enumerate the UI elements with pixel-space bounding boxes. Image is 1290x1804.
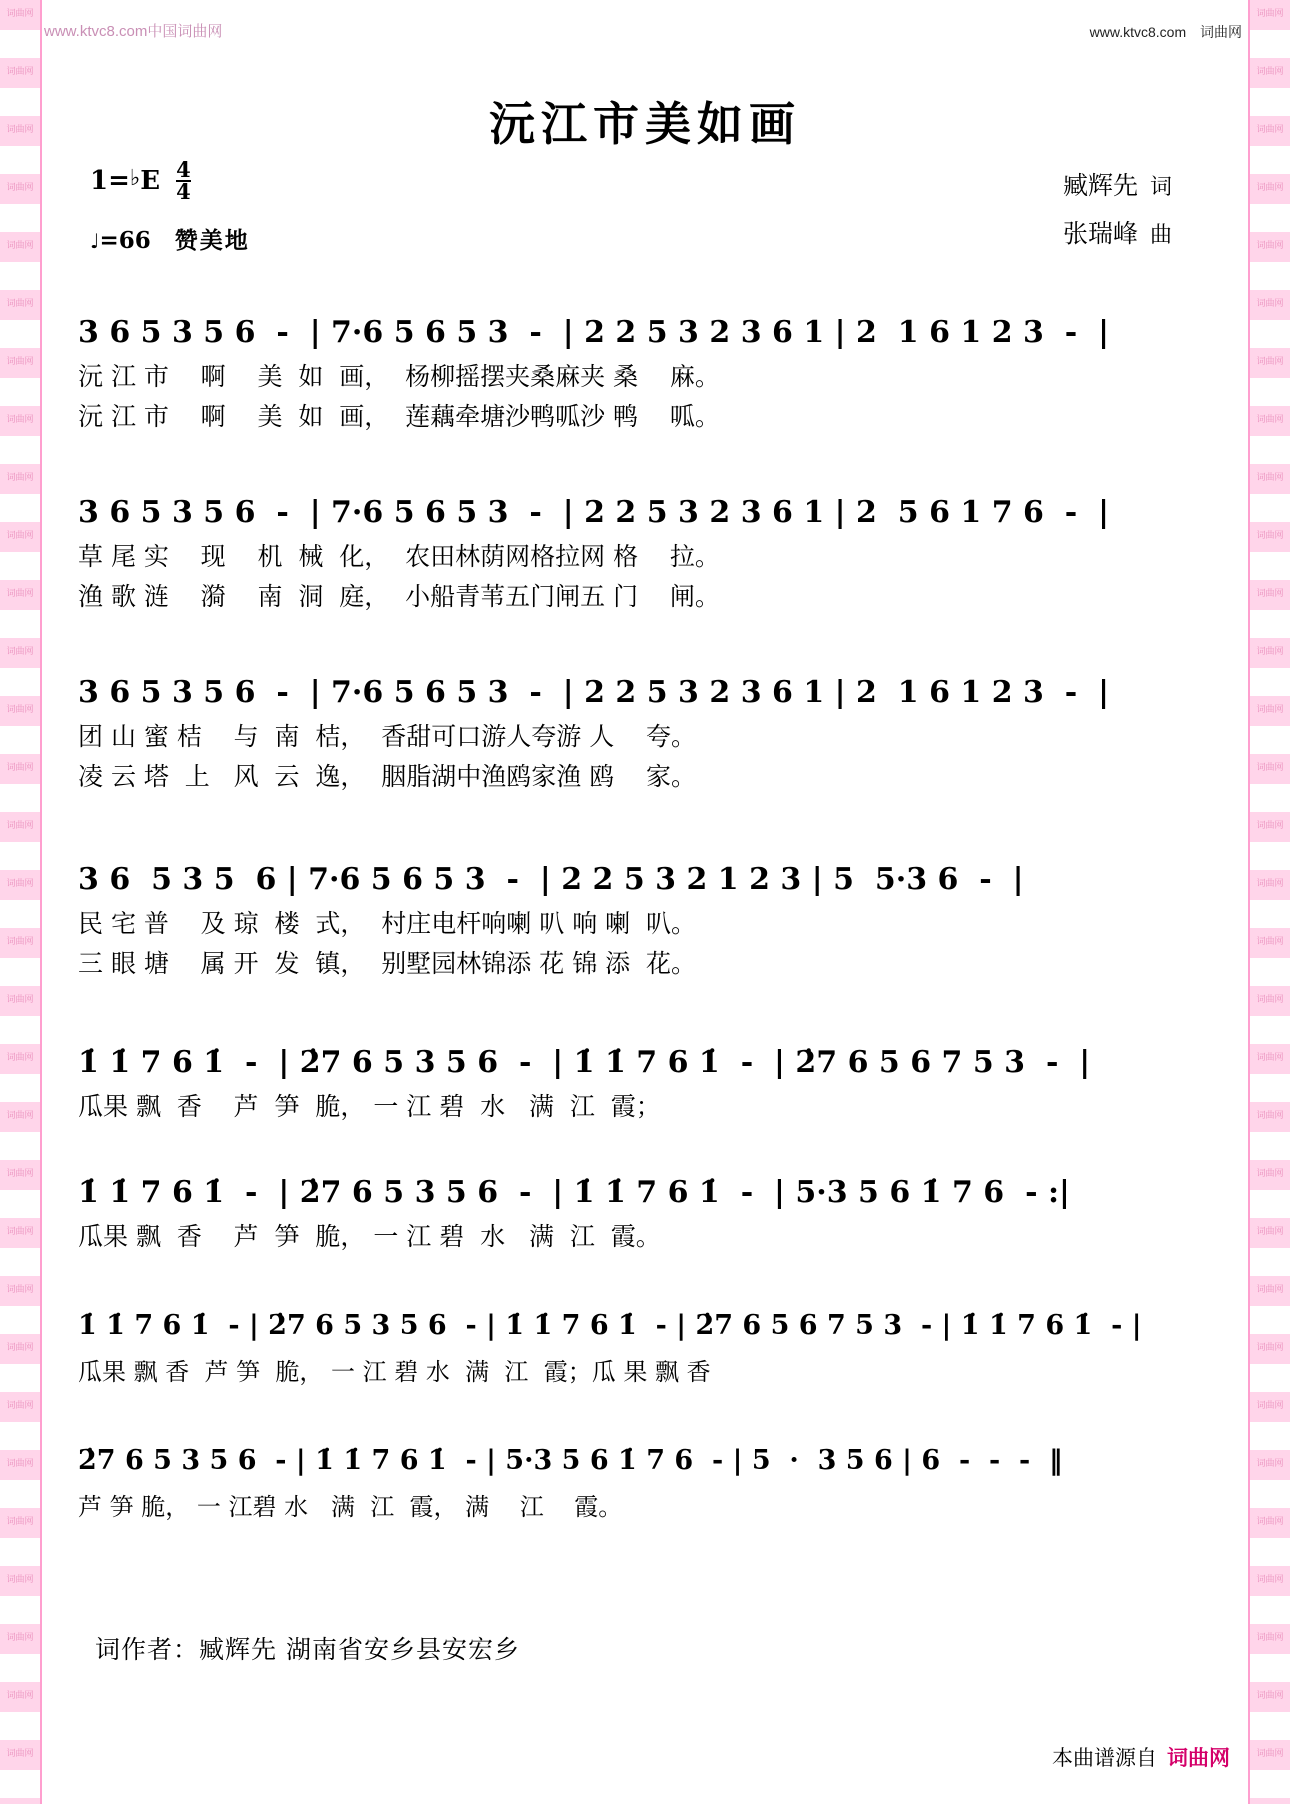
watermark-cell: 词曲网	[1256, 1342, 1284, 1352]
watermark-cell: 词曲网	[6, 994, 34, 1004]
lyrics-line-1: 瓜果 飘 香 芦 笋 脆， 一 江 碧 水 满 江 霞。	[78, 1222, 661, 1251]
watermark-cell: 词曲网	[1256, 878, 1284, 888]
notation-line: 1̇ 1̇ 7 6 1̇ - | 2̇7 6 5 3 5 6 - | 1̇ 1̇ 7 6 1̇ - | 5·3 5 6 1̇ 7 6 - :|	[78, 1175, 1070, 1210]
watermark-top-left	[44, 20, 222, 41]
watermark-cell: 词曲网	[1256, 66, 1284, 76]
watermark-cell: 词曲网	[6, 646, 34, 656]
watermark-cell: 词曲网	[1256, 298, 1284, 308]
watermark-cell: 词曲网	[1256, 1400, 1284, 1410]
watermark-cell: 词曲网	[1256, 1516, 1284, 1526]
watermark-cell: 词曲网	[1256, 1226, 1284, 1236]
watermark-site-url: www.ktvc8.com	[1089, 24, 1187, 40]
watermark-cell: 词曲网	[6, 8, 34, 18]
watermark-site-name: 词曲网	[1200, 24, 1242, 40]
music-system-8	[78, 1445, 1208, 1527]
watermark-cell: 词曲网	[1256, 646, 1284, 656]
flat-symbol-icon: ♭	[129, 164, 141, 191]
watermark-cell: 词曲网	[6, 182, 34, 192]
notation-line: 1̇ 1̇ 7 6 1̇ - | 2̇7 6 5 3 5 6 - | 1̇ 1̇ 7 6 1̇ - | 2̇7 6 5 6 7 5 3 - | 1̇ 1̇ 7 6 1̇ - |	[78, 1310, 1142, 1341]
watermark-cell: 词曲网	[6, 530, 34, 540]
footer-source-brand: 词曲网	[1167, 1745, 1230, 1770]
quarter-note-icon: ♩	[90, 228, 100, 253]
notation-line: 3 6 5 3 5 6 - | 7·6 5 6 5 3 - | 2 2 5 3 2 3 6 1 | 2 1 6 1 2 3 - |	[78, 315, 1110, 350]
music-system-3	[78, 675, 1208, 797]
watermark-cell: 词曲网	[6, 414, 34, 424]
music-system-1	[78, 315, 1208, 437]
watermark-cell: 词曲网	[6, 1168, 34, 1178]
decorative-left-border	[0, 0, 42, 1804]
footer-lyricist-credit: 词作者：臧辉先 湖南省安乡县安宏乡	[95, 1635, 520, 1664]
music-system-7	[78, 1310, 1208, 1392]
watermark-cell: 词曲网	[6, 1632, 34, 1642]
watermark-cell: 词曲网	[6, 1574, 34, 1584]
watermark-cell: 词曲网	[1256, 240, 1284, 250]
notation-line: 2̇7 6 5 3 5 6 - | 1̇ 1̇ 7 6 1̇ - | 5·3 5 6 1̇ 7 6 - | 5 · 3 5 6 | 6 - - - ‖	[78, 1445, 1063, 1476]
watermark-cell: 词曲网	[6, 588, 34, 598]
watermark-cell: 词曲网	[6, 124, 34, 134]
key-prefix: 1=	[90, 165, 130, 196]
watermark-cell: 词曲网	[6, 1226, 34, 1236]
watermark-cell: 词曲网	[6, 240, 34, 250]
music-system-2	[78, 495, 1208, 617]
watermark-cell: 词曲网	[6, 820, 34, 830]
page-title: 沅江市美如画	[489, 97, 801, 151]
watermark-cell: 词曲网	[6, 936, 34, 946]
watermark-cell: 词曲网	[1256, 530, 1284, 540]
key-letter: E	[140, 165, 161, 196]
watermark-cell: 词曲网	[6, 878, 34, 888]
footer-source	[1052, 1742, 1230, 1772]
lyrics-line-2: 三 眼 塘 属 开 发 镇， 别墅园林锦添 花 锦 添 花。	[78, 949, 697, 978]
lyrics-line-1: 芦 笋 脆， 一 江碧 水 满 江 霞， 满 江 霞。	[78, 1493, 623, 1521]
watermark-cell: 词曲网	[6, 1748, 34, 1758]
lyrics-line-1: 团 山 蜜 桔 与 南 桔， 香甜可口游人夸游 人 夸。	[78, 722, 697, 751]
watermark-cell: 词曲网	[1256, 994, 1284, 1004]
watermark-cell: 词曲网	[1256, 1690, 1284, 1700]
watermark-cell: 词曲网	[6, 1516, 34, 1526]
watermark-cell: 词曲网	[6, 1342, 34, 1352]
performance-mood: 赞美地	[174, 226, 250, 254]
lyrics-line-2: 渔 歌 涟 漪 南 洞 庭， 小船青苇五门闸五 门 闸。	[78, 582, 720, 611]
music-system-6	[78, 1175, 1208, 1257]
watermark-cell: 词曲网	[1256, 762, 1284, 772]
watermark-top-right	[1090, 22, 1242, 42]
lyricist-role: 词	[1149, 175, 1172, 200]
watermark-cell: 词曲网	[1256, 472, 1284, 482]
time-signature-numerator: 4	[176, 157, 191, 182]
watermark-cell: 词曲网	[1256, 1110, 1284, 1120]
lyrics-line-1: 瓜果 飘 香 芦 笋 脆， 一 江 碧 水 满 江 霞；	[78, 1092, 661, 1121]
watermark-cell: 词曲网	[6, 1458, 34, 1468]
composer-role: 曲	[1149, 222, 1172, 248]
notation-line: 3 6 5 3 5 6 - | 7·6 5 6 5 3 - | 2 2 5 3 2 3 6 1 | 2 5 6 1 7 6 - |	[78, 495, 1110, 530]
watermark-cell: 词曲网	[1256, 124, 1284, 134]
time-signature	[176, 157, 191, 204]
lyricist-name: 臧辉先	[1062, 171, 1138, 200]
notation-line: 3 6 5 3 5 6 - | 7·6 5 6 5 3 - | 2 2 5 3 2 3 6 1 | 2 1 6 1 2 3 - |	[78, 675, 1110, 710]
lyrics-line-1: 草 尾 实 现 机 械 化， 农田林荫网格拉网 格 拉。	[78, 542, 720, 571]
watermark-cell: 词曲网	[1256, 356, 1284, 366]
author-credits	[1063, 162, 1172, 257]
watermark-cell: 词曲网	[6, 1400, 34, 1410]
lyrics-line-2: 凌 云 塔 上 风 云 逸， 胭脂湖中渔鸥家渔 鸥 家。	[78, 762, 697, 791]
lyrics-line-1: 瓜果 飘 香 芦 笋 脆， 一 江 碧 水 满 江 霞；瓜 果 飘 香	[78, 1358, 711, 1386]
footer-source-text: 本曲谱源自	[1052, 1746, 1157, 1770]
watermark-cell: 词曲网	[1256, 936, 1284, 946]
watermark-cell: 词曲网	[1256, 588, 1284, 598]
time-signature-denominator: 4	[176, 178, 191, 204]
music-system-5	[78, 1045, 1208, 1127]
watermark-cell: 词曲网	[6, 1284, 34, 1294]
watermark-cell: 词曲网	[6, 66, 34, 76]
notation-line: 3 6 5 3 5 6 | 7·6 5 6 5 3 - | 2 2 5 3 2 1 2 3 | 5 5·3 6 - |	[78, 862, 1024, 897]
watermark-cell: 词曲网	[6, 298, 34, 308]
tempo-value: 66	[118, 226, 151, 254]
lyrics-line-1: 民 宅 普 及 琼 楼 式， 村庄电杆响喇 叭 响 喇 叭。	[78, 909, 697, 938]
watermark-cell: 词曲网	[6, 762, 34, 772]
watermark-cell: 词曲网	[1256, 414, 1284, 424]
watermark-cell: 词曲网	[1256, 1748, 1284, 1758]
watermark-cell: 词曲网	[6, 1690, 34, 1700]
watermark-cell: 词曲网	[6, 704, 34, 714]
watermark-cell: 词曲网	[6, 1110, 34, 1120]
watermark-cell: 词曲网	[1256, 182, 1284, 192]
decorative-right-border	[1248, 0, 1290, 1804]
watermark-cell: 词曲网	[6, 356, 34, 366]
watermark-cell: 词曲网	[1256, 8, 1284, 18]
watermark-cell: 词曲网	[6, 472, 34, 482]
notation-line: 1̇ 1̇ 7 6 1̇ - | 2̇7 6 5 3 5 6 - | 1̇ 1̇ 7 6 1̇ - | 2̇7 6 5 6 7 5 3 - |	[78, 1045, 1091, 1080]
watermark-cell: 词曲网	[1256, 1052, 1284, 1062]
watermark-top-left-faded: www.ktvc8.com中国词曲网	[44, 23, 223, 40]
watermark-cell: 词曲网	[1256, 1168, 1284, 1178]
watermark-cell: 词曲网	[1256, 1632, 1284, 1642]
lyrics-line-2: 沅 江 市 啊 美 如 画， 莲藕牵塘沙鸭呱沙 鸭 呱。	[78, 402, 720, 431]
music-system-4	[78, 862, 1208, 984]
watermark-cell: 词曲网	[6, 1052, 34, 1062]
key-signature-block	[90, 157, 250, 255]
watermark-cell: 词曲网	[1256, 1458, 1284, 1468]
tempo-equals: =	[99, 226, 119, 254]
watermark-cell: 词曲网	[1256, 704, 1284, 714]
watermark-cell: 词曲网	[1256, 820, 1284, 830]
composer-name: 张瑞峰	[1062, 218, 1138, 248]
watermark-cell: 词曲网	[1256, 1574, 1284, 1584]
watermark-cell: 词曲网	[1256, 1284, 1284, 1294]
lyrics-line-1: 沅 江 市 啊 美 如 画， 杨柳摇摆夹桑麻夹 桑 麻。	[78, 362, 720, 391]
